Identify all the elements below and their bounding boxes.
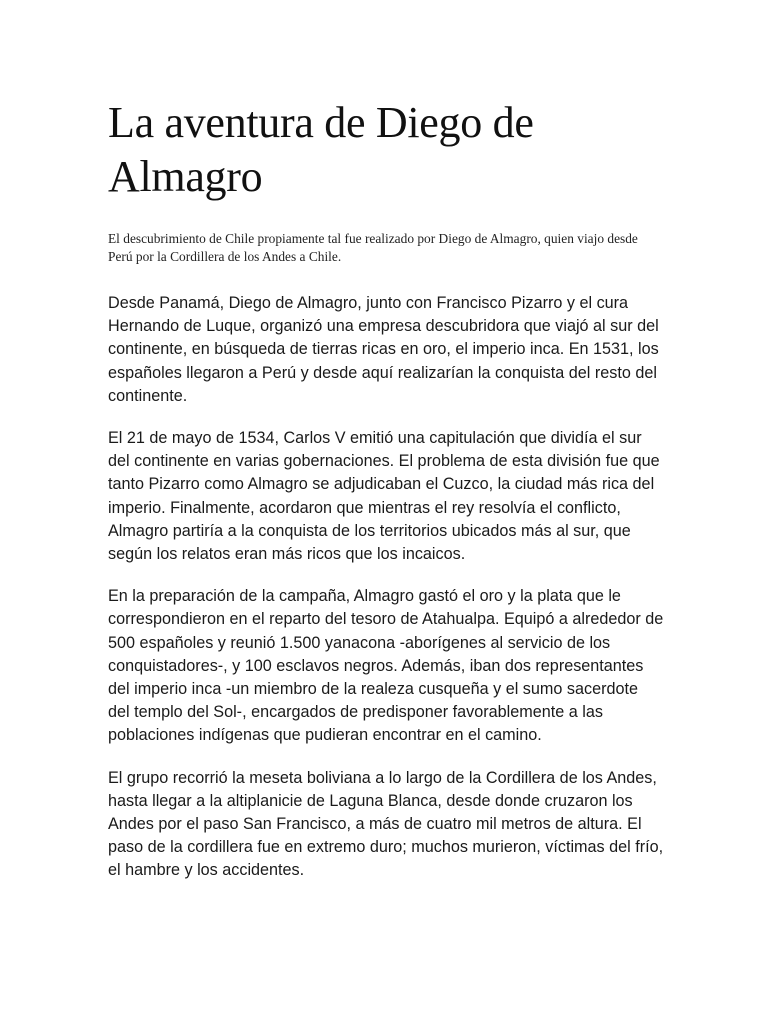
page-title: La aventura de Diego de Almagro	[108, 98, 534, 201]
page-subtitle: El descubrimiento de Chile propiamente tal fue realizado por Diego de Almagro, quien viajo desde Perú por la Cordillera de los Andes a Chile.	[108, 231, 638, 264]
article-body	[108, 292, 664, 883]
paragraph: Desde Panamá, Diego de Almagro, junto con Francisco Pizarro y el cura Hernando de Luque, organizó una empresa descubridora que viajó al sur del continente, en búsqueda de tierras ricas en oro, el imperio inca. En 1531, los españoles llegaron a Perú y desde aquí realizarían la conquista del resto del continente.	[108, 294, 659, 405]
paragraph: El 21 de mayo de 1534, Carlos V emitió una capitulación que dividía el sur del continente en varias gobernaciones. El problema de esta división fue que tanto Pizarro como Almagro se adjudicaban el Cuzco, la ciudad más rica del imperio. Finalmente, acordaron que mientras el rey resolvía el conflicto, Almagro partiría a la conquista de los territorios ubicados más al sur, que según los relatos eran más ricos que los incaicos.	[108, 429, 660, 564]
paragraph: El grupo recorrió la meseta boliviana a lo largo de la Cordillera de los Andes, hasta llegar a la altiplanicie de Laguna Blanca, desde donde cruzaron los Andes por el paso San Francisco, a más de cuatro mil metros de altura. El paso de la cordillera fue en extremo duro; muchos murieron, víctimas del frío, el hambre y los accidentes.	[108, 768, 664, 880]
document-page	[108, 96, 664, 902]
paragraph: En la preparación de la campaña, Almagro gastó el oro y la plata que le correspondieron en el reparto del tesoro de Atahualpa. Equipó a alrededor de 500 españoles y reunió 1.500 yanacona -aborígenes al servicio de los conquistadores-, y 100 esclavos negros. Además, iban dos representantes del imperio inca -un miembro de la realeza cusqueña y el sumo sacerdote del templo del Sol-, encargados de predisponer favorablemente a las poblaciones indígenas que pudieran encontrar en el camino.	[108, 587, 664, 745]
